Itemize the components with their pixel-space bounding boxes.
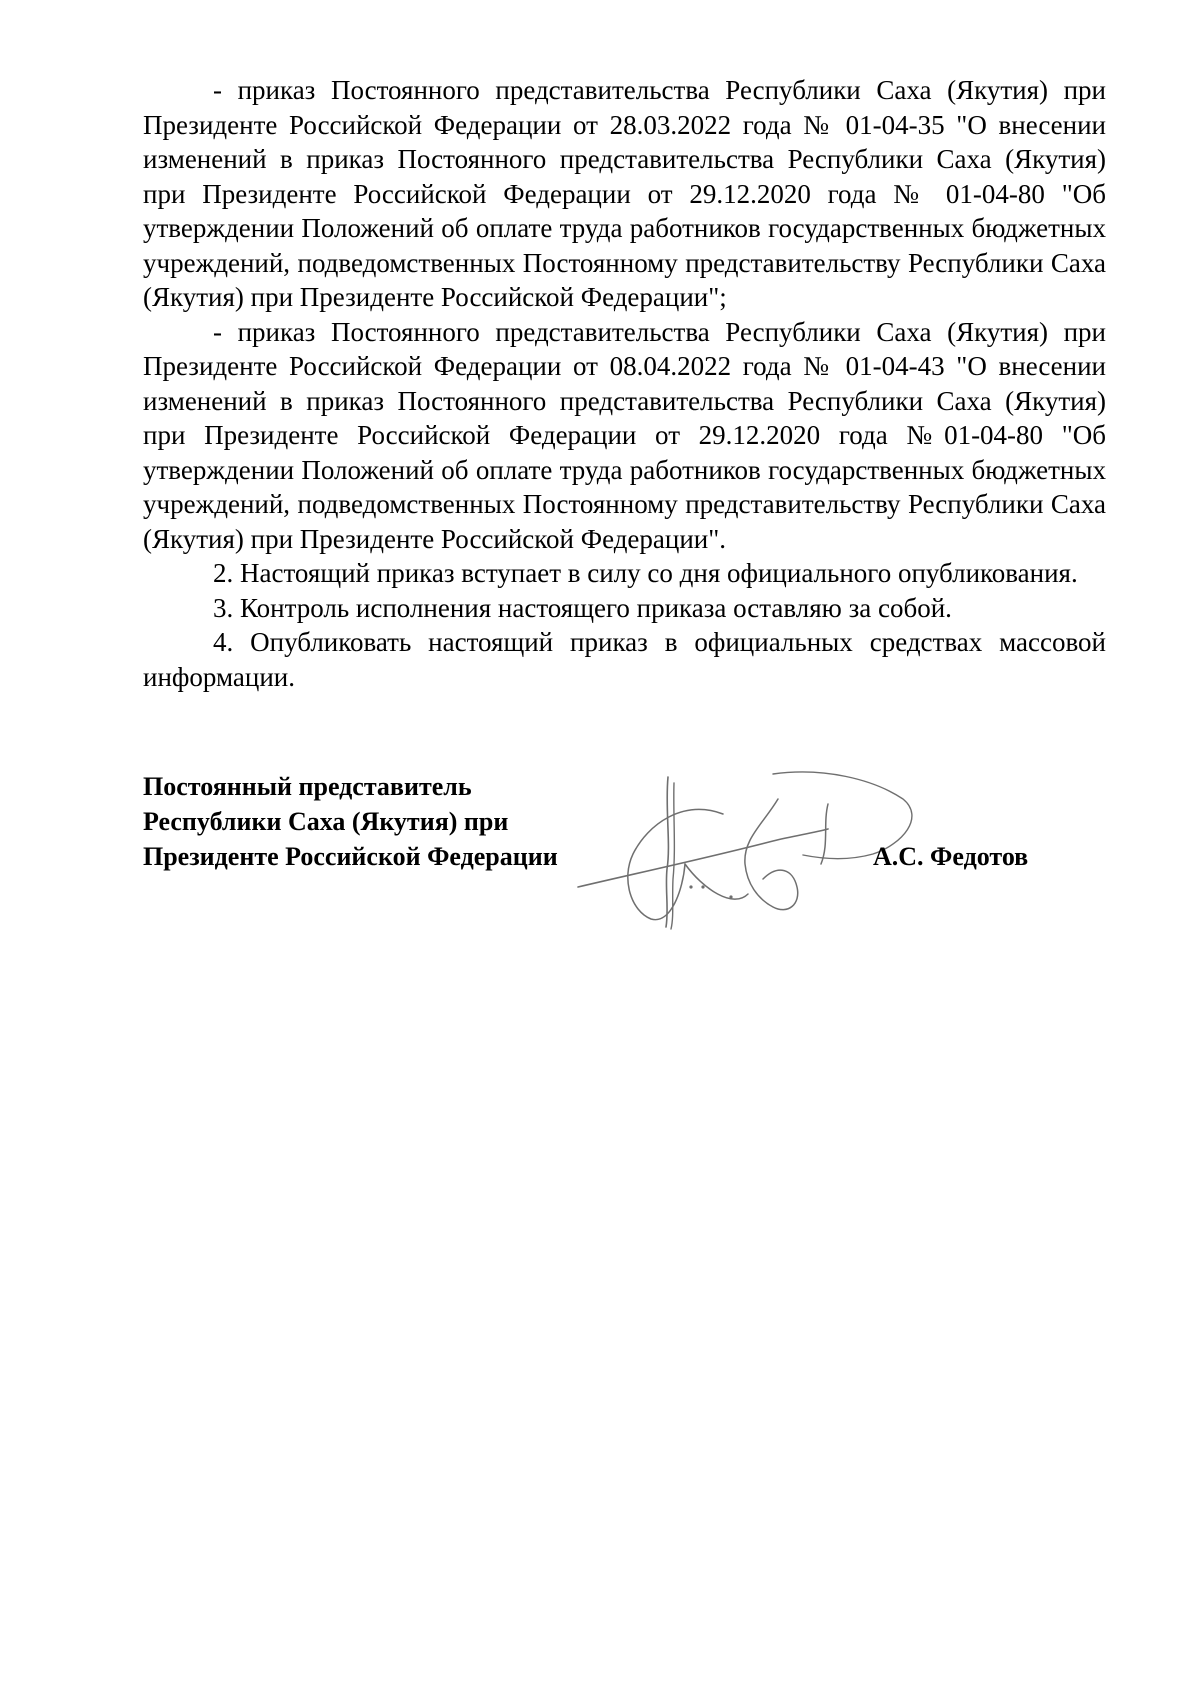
signer-position-line: Постоянный представитель bbox=[143, 772, 472, 801]
paragraph-order-amendment-2: - приказ Постоянного представительства Республики Саха (Якутия) при Президенте Российской Федерации от 08.04.2022 года № 01-04-43 "О внесении изменений в приказ Постоянного представительства Республики Саха (Якутия) при Президенте Российской Федерации от 29.12.2020 года №01-04-80 "Об утверждении Положений об оплате труда работников государственных бюджетных учреждений, подведомственных Постоянному представительству Республики Саха (Якутия) при Президенте Российской Федерации". bbox=[143, 316, 1106, 554]
handwritten-signature bbox=[573, 769, 913, 934]
signature-block bbox=[143, 769, 1063, 929]
paragraph-order-amendment-1: - приказ Постоянного представительства Республики Саха (Якутия) при Президенте Российской Федерации от 28.03.2022 года № 01-04-35 "О внесении изменений в приказ Постоянного представительства Республики Саха (Якутия) при Президенте Российской Федерации от 29.12.2020 года № 01-04-80 "Об утверждении Положений об оплате труда работников государственных бюджетных учреждений, подведомственных Постоянному представительству Республики Саха (Якутия) при Президенте Российской Федерации"; bbox=[143, 75, 1106, 312]
signature-strokes bbox=[578, 772, 912, 929]
signer-name: А.С. Федотов bbox=[873, 842, 1029, 871]
paragraph-effective-date: 2. Настоящий приказ вступает в силу со дня официального опубликования. bbox=[213, 558, 1078, 588]
document-body bbox=[143, 73, 1106, 694]
paragraph-publication: 4. Опубликовать настоящий приказ в официальных средствах массовой информации. bbox=[143, 627, 1106, 692]
paragraph-control: 3. Контроль исполнения настоящего приказа оставляю за собой. bbox=[213, 592, 952, 623]
signer-position-line: Республики Саха (Якутия) при bbox=[143, 807, 509, 836]
signer-position bbox=[143, 769, 558, 874]
signer-position-line: Президенте Российской Федерации bbox=[143, 842, 558, 871]
